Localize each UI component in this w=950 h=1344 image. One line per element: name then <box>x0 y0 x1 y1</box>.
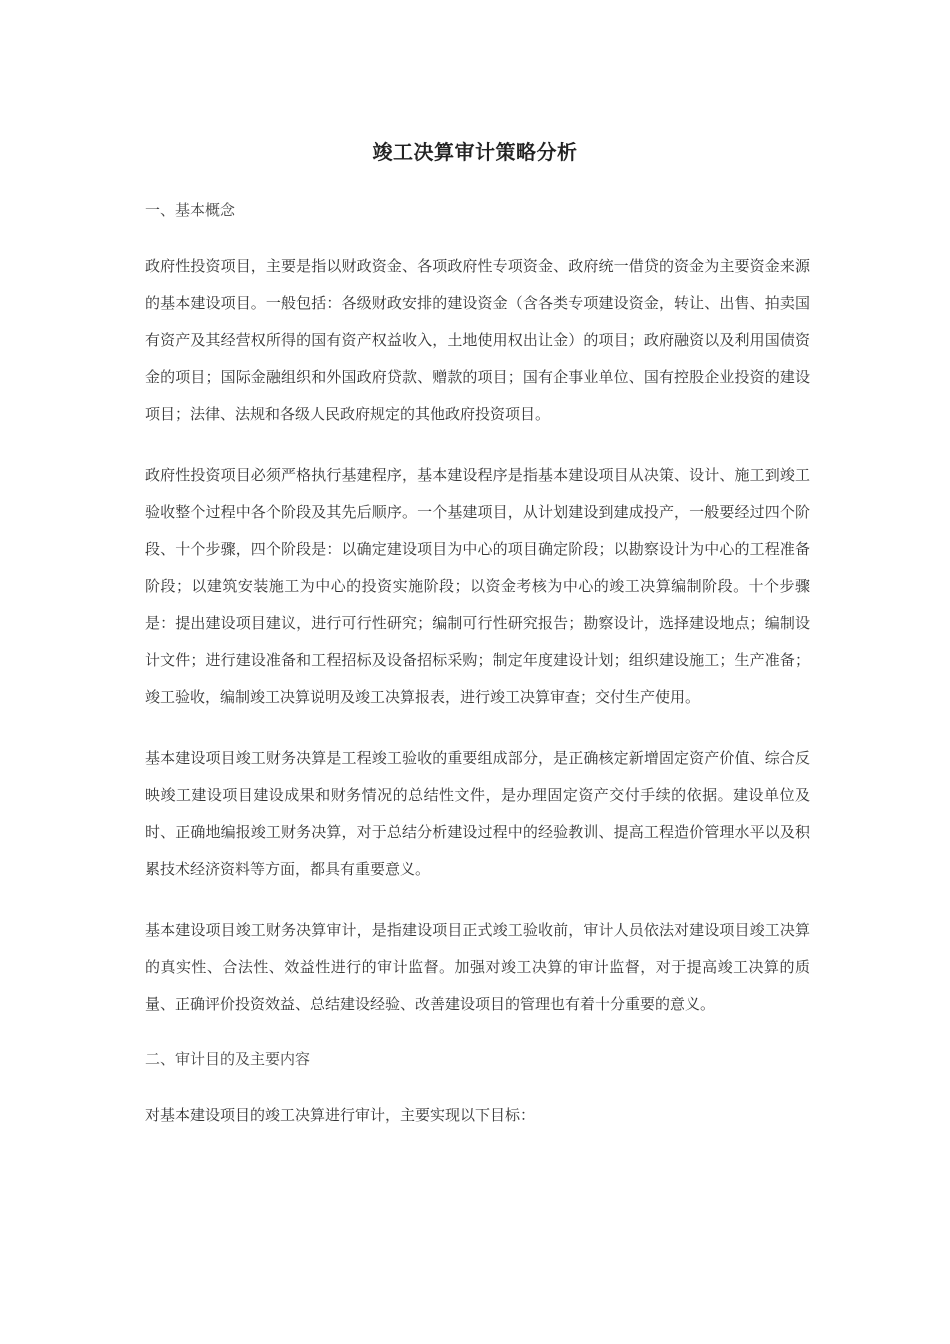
paragraph: 基本建设项目竣工财务决算是工程竣工验收的重要组成部分，是正确核定新增固定资产价值、综合反映竣工建设项目建设成果和财务情况的总结性文件，是办理固定资产交付手续的依据。建设单位及时、正确地编报竣工财务决算，对于总结分析建设过程中的经验教训、提高工程造价管理水平以及积累技术经济资料等方面，都具有重要意义。 <box>145 749 810 878</box>
paragraph: 基本建设项目竣工财务决算审计，是指建设项目正式竣工验收前，审计人员依法对建设项目竣工决算的真实性、合法性、效益性进行的审计监督。加强对竣工决算的审计监督，对于提高竣工决算的质量、正确评价投资效益、总结建设经验、改善建设项目的管理也有着十分重要的意义。 <box>145 921 810 1013</box>
section-heading-basic-concepts: 一、基本概念 <box>145 201 236 219</box>
document-title: 竣工决算审计策略分析 <box>372 140 578 164</box>
paragraph: 政府性投资项目必须严格执行基建程序，基本建设程序是指基本建设项目从决策、设计、施工到竣工验收整个过程中各个阶段及其先后顺序。一个基建项目，从计划建设到建成投产，一般要经过四个阶段、十个步骤，四个阶段是：以确定建设项目为中心的项目确定阶段；以勘察设计为中心的工程准备阶段；以建筑安装施工为中心的投资实施阶段；以资金考核为中心的竣工决算编制阶段。十个步骤是：提出建设项目建议，进行可行性研究；编制可行性研究报告；勘察设计，选择建设地点；编制设计文件；进行建设准备和工程招标及设备招标采购；制定年度建设计划；组织建设施工；生产准备；竣工验收，编制竣工决算说明及竣工决算报表，进行竣工决算审查；交付生产使用。 <box>145 466 810 706</box>
paragraph: 对基本建设项目的竣工决算进行审计，主要实现以下目标： <box>145 1106 536 1124</box>
paragraph: 政府性投资项目，主要是指以财政资金、各项政府性专项资金、政府统一借贷的资金为主要资金来源的基本建设项目。一般包括：各级财政安排的建设资金（含各类专项建设资金，转让、出售、拍卖国有资产及其经营权所得的国有资产权益收入，土地使用权出让金）的项目；政府融资以及利用国债资金的项目；国际金融组织和外国政府贷款、赠款的项目；国有企事业单位、国有控股企业投资的建设项目；法律、法规和各级人民政府规定的其他政府投资项目。 <box>145 257 810 423</box>
document-body <box>145 198 810 1158</box>
section-heading-audit-purpose: 二、审计目的及主要内容 <box>145 1050 311 1068</box>
